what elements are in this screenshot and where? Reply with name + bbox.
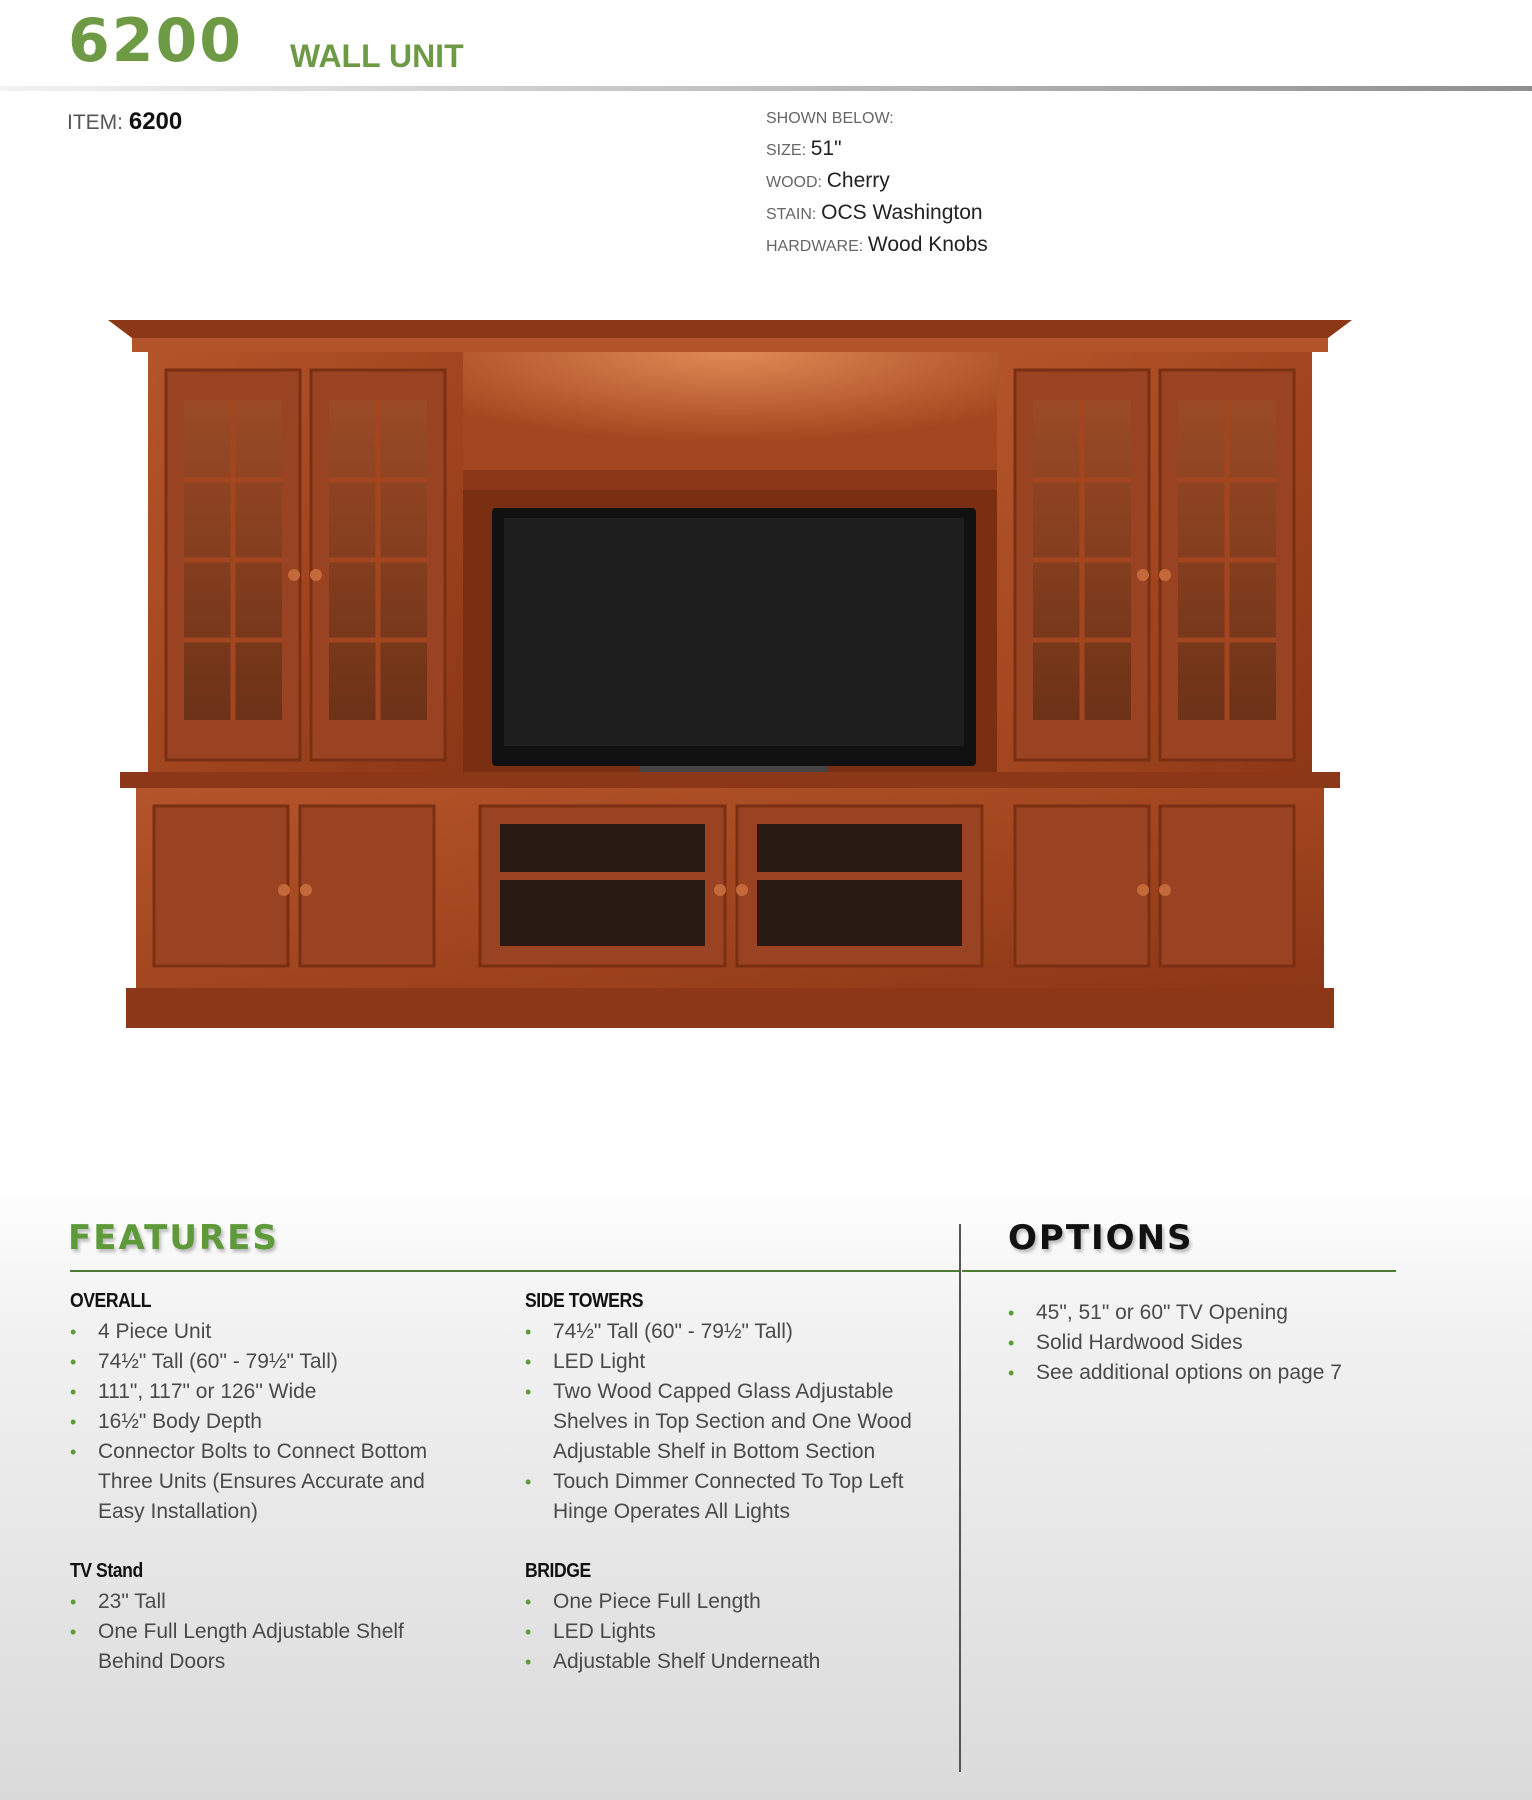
spec-stain <box>766 198 988 230</box>
list-item: • Solid Hardwood Sides <box>1008 1328 1428 1358</box>
options-title: OPTIONS <box>1008 1218 1194 1258</box>
list-item: • 74½" Tall (60" - 79½" Tall) <box>70 1347 490 1377</box>
spec-value: Cherry <box>826 169 890 192</box>
options-rule <box>962 1270 1396 1272</box>
shown-below-heading: SHOWN BELOW: <box>766 110 894 127</box>
group-list <box>70 1317 490 1527</box>
group-heading: OVERALL <box>70 1290 152 1312</box>
item-label: ITEM: <box>67 111 123 134</box>
spec-label: HARDWARE: <box>766 238 864 255</box>
item-value: 6200 <box>128 108 183 135</box>
model-name: WALL UNIT <box>290 38 464 74</box>
options-list <box>1008 1298 1428 1388</box>
item-number <box>67 108 182 136</box>
shown-below-specs <box>766 104 988 262</box>
spec-label: STAIN: <box>766 206 817 223</box>
spec-value: 51" <box>810 137 842 160</box>
list-item: • 45", 51" or 60" TV Opening <box>1008 1298 1428 1328</box>
spec-wood <box>766 166 988 198</box>
list-item: • LED Lights <box>525 1617 945 1647</box>
list-item: • LED Light <box>525 1347 945 1377</box>
list-item: • 4 Piece Unit <box>70 1317 490 1347</box>
features-group-overall <box>70 1290 490 1527</box>
spec-label: SIZE: <box>766 142 807 159</box>
group-heading: TV Stand <box>70 1560 143 1582</box>
group-heading: BRIDGE <box>525 1560 591 1582</box>
list-item: • 23" Tall <box>70 1587 490 1617</box>
list-item: • One Full Length Adjustable Shelf Behind Doors <box>70 1617 468 1677</box>
list-item: • Two Wood Capped Glass Adjustable Shelves in Top Section and One Wood Adjustable Shelf in Bottom Section <box>525 1377 953 1467</box>
group-list <box>525 1317 945 1527</box>
features-title: FEATURES <box>68 1218 279 1258</box>
spec-value: Wood Knobs <box>867 233 988 256</box>
features-group-tv-stand <box>70 1560 490 1677</box>
spec-label: WOOD: <box>766 174 822 191</box>
spec-hardware <box>766 230 988 262</box>
group-list <box>1008 1298 1428 1388</box>
column-divider <box>959 1224 961 1772</box>
list-item: • See additional options on page 7 <box>1008 1358 1428 1388</box>
list-item: • 74½" Tall (60" - 79½" Tall) <box>525 1317 945 1347</box>
group-list <box>525 1587 945 1677</box>
model-number: 6200 <box>68 6 243 76</box>
features-group-bridge <box>525 1560 945 1677</box>
group-list <box>70 1587 490 1677</box>
product-photo-wall-unit <box>100 300 1360 1120</box>
list-item: • Adjustable Shelf Underneath <box>525 1647 945 1677</box>
group-heading: SIDE TOWERS <box>525 1290 644 1312</box>
list-item: • 111", 117" or 126" Wide <box>70 1377 490 1407</box>
list-item: • Touch Dimmer Connected To Top Left Hinge Operates All Lights <box>525 1467 953 1527</box>
list-item: • One Piece Full Length <box>525 1587 945 1617</box>
features-group-side-towers <box>525 1290 945 1527</box>
list-item: • 16½" Body Depth <box>70 1407 490 1437</box>
header-rule <box>0 86 1532 91</box>
list-item: • Connector Bolts to Connect Bottom Three Units (Ensures Accurate and Easy Installation) <box>70 1437 468 1527</box>
spec-value: OCS Washington <box>821 201 983 224</box>
features-rule <box>70 1270 960 1272</box>
spec-size <box>766 134 988 166</box>
